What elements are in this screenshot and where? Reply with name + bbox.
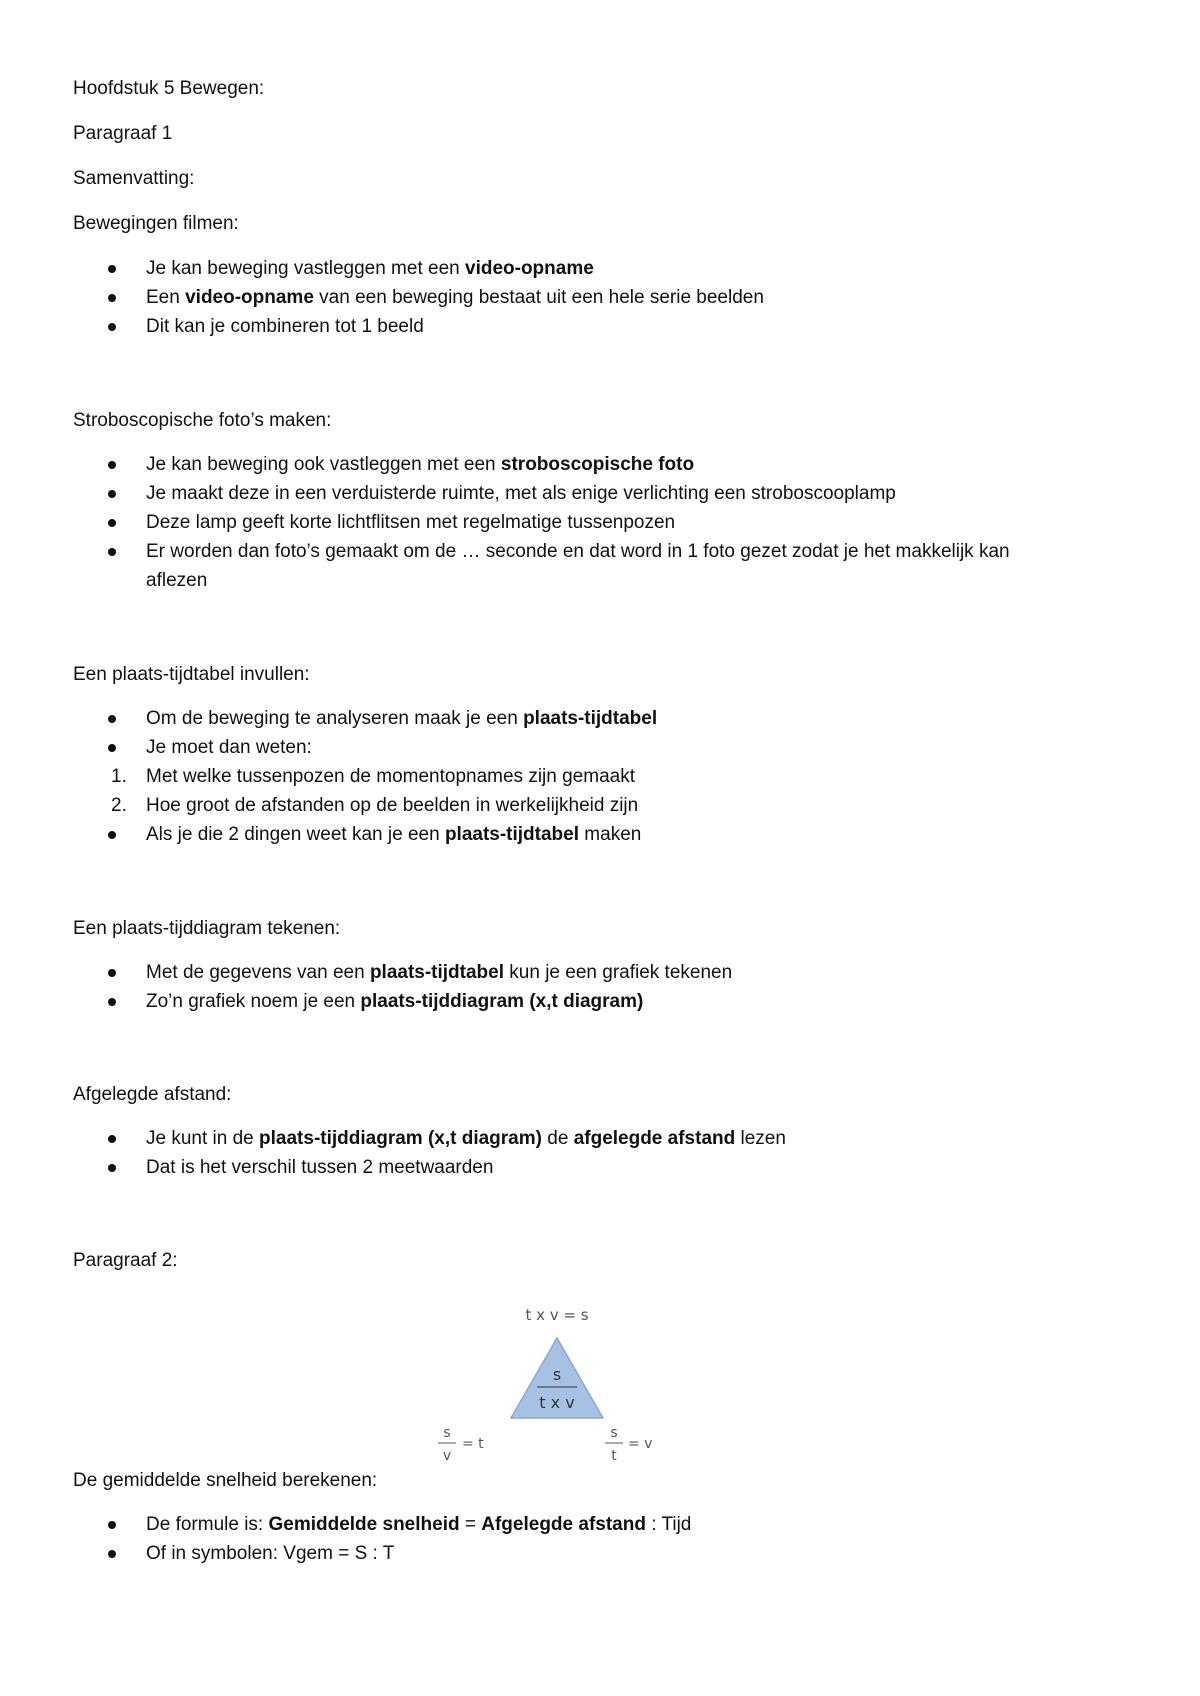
section-heading-table: Een plaats-tijdtabel invullen:: [73, 664, 310, 685]
bullet-icon: [108, 519, 116, 527]
right-fraction-result: = v: [628, 1436, 653, 1452]
left-fraction-numerator: s: [443, 1425, 451, 1441]
list-item: Dat is het verschil tussen 2 meetwaarden: [146, 1157, 494, 1178]
section-heading-distance: Afgelegde afstand:: [73, 1084, 232, 1105]
bullet-icon: [108, 294, 116, 302]
bullet-icon: [108, 831, 116, 839]
list-number: 1.: [111, 766, 127, 787]
list-item: Of in symbolen: Vgem = S : T: [146, 1543, 395, 1564]
bullet-icon: [108, 969, 116, 977]
bullet-icon: [108, 461, 116, 469]
list-item: Je kan beweging vastleggen met een video-opname: [146, 258, 594, 279]
formula-triangle-figure: [430, 1300, 690, 1480]
list-item: Dit kan je combineren tot 1 beeld: [146, 316, 424, 337]
chapter-title: Hoofdstuk 5 Bewegen:: [73, 78, 265, 99]
list-item: Met de gegevens van een plaats-tijdtabel kun je een grafiek tekenen: [146, 962, 733, 983]
left-fraction-result: = t: [462, 1436, 484, 1452]
bullet-icon: [108, 1550, 116, 1558]
left-fraction-denominator: v: [442, 1448, 452, 1464]
bullet-icon: [108, 1164, 116, 1172]
paragraph-1-heading: Paragraaf 1: [73, 123, 173, 144]
bullet-icon: [108, 744, 116, 752]
section-heading-diagram: Een plaats-tijddiagram tekenen:: [73, 918, 341, 939]
bullet-icon: [108, 1521, 116, 1529]
bullet-icon: [108, 998, 116, 1006]
list-item: De formule is: Gemiddelde snelheid = Afgelegde afstand : Tijd: [146, 1514, 692, 1535]
bullet-icon: [108, 265, 116, 273]
list-item: Een video-opname van een beweging bestaat uit een hele serie beelden: [146, 287, 764, 308]
triangle-inner-top: s: [552, 1365, 562, 1384]
list-item: Je kunt in de plaats-tijddiagram (x,t diagram) de afgelegde afstand lezen: [146, 1128, 786, 1149]
bullet-icon: [108, 715, 116, 723]
list-item: Als je die 2 dingen weet kan je een plaats-tijdtabel maken: [146, 824, 642, 845]
section-heading-film: Bewegingen filmen:: [73, 213, 239, 234]
list-item: Met welke tussenpozen de momentopnames zijn gemaakt: [146, 766, 635, 787]
list-item: Zo’n grafiek noem je een plaats-tijddiagram (x,t diagram): [146, 991, 644, 1012]
list-item: Deze lamp geeft korte lichtflitsen met regelmatige tussenpozen: [146, 512, 676, 533]
list-item: Hoe groot de afstanden op de beelden in werkelijkheid zijn: [146, 795, 639, 816]
bullet-icon: [108, 548, 116, 556]
list-item: Je kan beweging ook vastleggen met een stroboscopische foto: [146, 454, 695, 475]
bullet-icon: [108, 490, 116, 498]
list-item: Je moet dan weten:: [146, 737, 312, 758]
section-heading-strobo: Stroboscopische foto’s maken:: [73, 410, 332, 431]
triangle-inner-bottom: t x v: [539, 1393, 575, 1412]
list-item: Om de beweging te analyseren maak je een plaats-tijdtabel: [146, 708, 658, 729]
list-item: Je maakt deze in een verduisterde ruimte, met als enige verlichting een stroboscooplamp: [146, 483, 896, 504]
list-item-continuation: aflezen: [146, 570, 208, 591]
list-number: 2.: [111, 795, 127, 816]
right-fraction-denominator: t: [611, 1448, 617, 1464]
bullet-icon: [108, 1135, 116, 1143]
list-item: Er worden dan foto’s gemaakt om de … seconde en dat word in 1 foto gezet zodat je het makkelijk kan: [146, 541, 1010, 562]
paragraph-2-heading: Paragraaf 2:: [73, 1250, 178, 1271]
bullet-icon: [108, 323, 116, 331]
triangle-top-formula: t x v = s: [525, 1306, 589, 1324]
section-heading-speed: De gemiddelde snelheid berekenen:: [73, 1470, 378, 1491]
summary-label: Samenvatting:: [73, 168, 195, 189]
right-fraction-numerator: s: [610, 1425, 618, 1441]
